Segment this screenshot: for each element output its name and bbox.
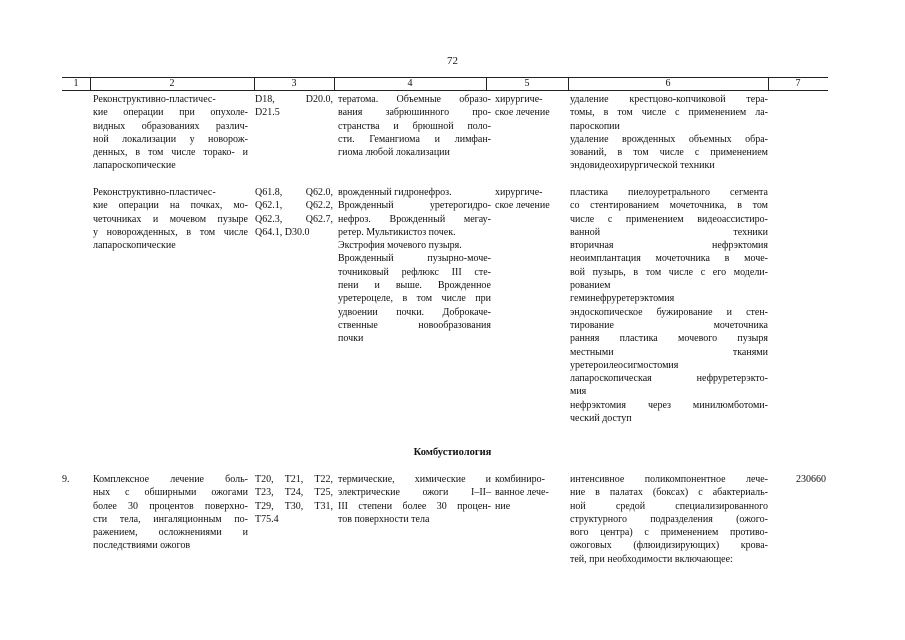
text-line: ражением, осложнениями и (93, 527, 248, 539)
text-line: ретер. Мультикистоз почек. (338, 226, 456, 238)
text-line: числе с применением видеоассистиро- (570, 213, 768, 225)
text-line: вторичная нефрэктомия (570, 240, 768, 252)
row3-cost: 230660 (796, 474, 826, 485)
text-line: структурного подразделения (ожого- (570, 513, 768, 525)
row1-method (570, 93, 768, 173)
text-line: точниковый рефлюкс III сте- (338, 266, 491, 278)
text-line: сти. Гемангиома и лимфан- (338, 133, 491, 145)
text-line: ственные новообразования (338, 319, 491, 331)
row2-codes (255, 186, 333, 239)
section-title: Комбустиология (413, 447, 492, 458)
text-line: III степени более 30 процен- (338, 500, 491, 512)
table-header-row (62, 77, 828, 91)
text-line: сти тела, ингаляционным по- (93, 513, 248, 525)
text-line: ванной техники (570, 226, 768, 238)
text-line: гиома любой локализации (338, 147, 450, 159)
text-line: пени и выше. Врожденное (338, 280, 491, 292)
text-line: со стентированием мочеточника, в том (570, 200, 768, 212)
text-line: Q62.1, Q62.2, (255, 200, 333, 212)
text-line: мия (570, 386, 587, 398)
text-line: почки (338, 333, 364, 345)
text-line: у новорожденных, в том числе (93, 226, 248, 238)
row3-diagnosis (338, 473, 491, 526)
text-line: хирургиче- (495, 94, 543, 105)
row3-method (570, 473, 768, 566)
text-line: ранняя пластика мочевого пузыря (570, 333, 768, 345)
text-line: Врожденный уретерогидро- (338, 200, 491, 212)
text-line: вого центра) с применением противо- (570, 527, 768, 539)
text-line: Экстрофия мочевого пузыря. (338, 240, 462, 252)
text-line: тератома. Объемные образо- (338, 94, 491, 105)
text-line: T29, T30, T31, (255, 500, 333, 512)
text-line: странства и брюшной поло- (338, 120, 491, 132)
text-line: эндоскопическое бужирование и стен- (570, 306, 768, 318)
text-line: ское лечение (495, 200, 550, 212)
text-line: пароскопии (570, 120, 620, 132)
text-line: D21.5 (255, 107, 280, 119)
row2-procedure (93, 186, 248, 252)
text-line: удаление крестцово-копчиковой тера- (570, 94, 768, 105)
text-line: тирование мочеточника (570, 319, 768, 331)
text-line: Реконструктивно-пластичес- (93, 187, 216, 198)
text-line: местными тканями (570, 346, 768, 358)
text-line: электрические ожоги I–II– (338, 487, 491, 499)
text-line: кие операции при опухоле- (93, 107, 248, 119)
text-line: ское лечение (495, 107, 550, 119)
text-line: пластика пиелоуретрального сегмента (570, 187, 768, 198)
text-line: ние (495, 500, 511, 512)
text-line: ожоговых (флюидизирующих) крова- (570, 540, 768, 552)
text-line: Q61.8, Q62.0, (255, 187, 333, 198)
text-line: T75.4 (255, 513, 279, 525)
row3-procedure (93, 473, 248, 553)
text-line: ной средой специализированного (570, 500, 768, 512)
text-line: вой пузырь, в том числе с его модели- (570, 266, 768, 278)
row1-diagnosis (338, 93, 491, 159)
text-line: геминефруретерэктомия (570, 293, 675, 305)
text-line: удвоении почки. Доброкаче- (338, 306, 491, 318)
text-line: кие операции на почках, мо- (93, 200, 248, 212)
text-line: Комплексное лечение боль- (93, 474, 248, 485)
row1-treatment-type (495, 93, 565, 120)
text-line: врожденный гидронефроз. (338, 187, 452, 198)
header-col-1: 1 (73, 78, 79, 89)
text-line: Q62.3, Q62.7, (255, 213, 333, 225)
text-line: Врожденный пузырно-моче- (338, 253, 491, 265)
row2-diagnosis (338, 186, 491, 346)
text-line: комбиниро- (495, 474, 545, 485)
text-line: ческий доступ (570, 413, 632, 425)
text-line: видных образованиях различ- (93, 120, 248, 132)
header-col-7: 7 (795, 78, 801, 89)
header-col-3: 3 (291, 78, 297, 89)
text-line: тей, при необходимости включающее: (570, 553, 733, 565)
row3-treatment-type (495, 473, 565, 513)
text-line: нефрэктомия через минилюмботоми- (570, 399, 768, 411)
row1-procedure (93, 93, 248, 173)
text-line: вания забрюшинного про- (338, 107, 491, 119)
text-line: уретероилеосигмостомия (570, 359, 679, 371)
text-line: лапароскопические (93, 240, 176, 252)
text-line: Q64.1, D30.0 (255, 226, 310, 238)
row2-method (570, 186, 768, 425)
header-col-4: 4 (407, 78, 413, 89)
text-line: эндовидеохирургической техники (570, 160, 715, 172)
header-col-5: 5 (524, 78, 530, 89)
text-line: хирургиче- (495, 187, 543, 198)
text-line: зований, в том числе с применением (570, 147, 768, 159)
row2-treatment-type (495, 186, 565, 213)
text-line: тов поверхности тела (338, 513, 430, 525)
text-line: удаление врожденных объемных обра- (570, 133, 768, 145)
text-line: T20, T21, T22, (255, 474, 333, 485)
page-number: 72 (447, 55, 458, 67)
text-line: Реконструктивно-пластичес- (93, 94, 216, 105)
text-line: ных с обширными ожогами (93, 487, 248, 499)
text-line: термические, химические и (338, 474, 491, 485)
text-line: лапароскопическая нефруретерэкто- (570, 373, 768, 385)
text-line: уретероцеле, в том числе при (338, 293, 491, 305)
text-line: четочниках и мочевом пузыре (93, 213, 248, 225)
text-line: неоимплантация мочеточника в моче- (570, 253, 768, 265)
text-line: интенсивное поликомпонентное лече- (570, 474, 768, 485)
header-col-2: 2 (169, 78, 175, 89)
text-line: ной локализации у новорож- (93, 133, 248, 145)
row1-codes (255, 93, 333, 120)
text-line: T23, T24, T25, (255, 487, 333, 499)
text-line: D18, D20.0, (255, 94, 333, 105)
text-line: рованием (570, 280, 611, 292)
row3-codes (255, 473, 333, 526)
text-line: более 30 процентов поверхно- (93, 500, 248, 512)
text-line: последствиями ожогов (93, 540, 191, 552)
text-line: нефроз. Врожденный мегау- (338, 213, 491, 225)
text-line: денных, в том числе торако- и (93, 147, 248, 159)
header-col-6: 6 (665, 78, 671, 89)
text-line: лапароскопические (93, 160, 176, 172)
text-line: ванное лече- (495, 487, 549, 499)
text-line: томы, в том числе с применением ла- (570, 107, 768, 119)
row3-number: 9. (62, 474, 70, 485)
text-line: ние в палатах (боксах) с абактериаль- (570, 487, 768, 499)
